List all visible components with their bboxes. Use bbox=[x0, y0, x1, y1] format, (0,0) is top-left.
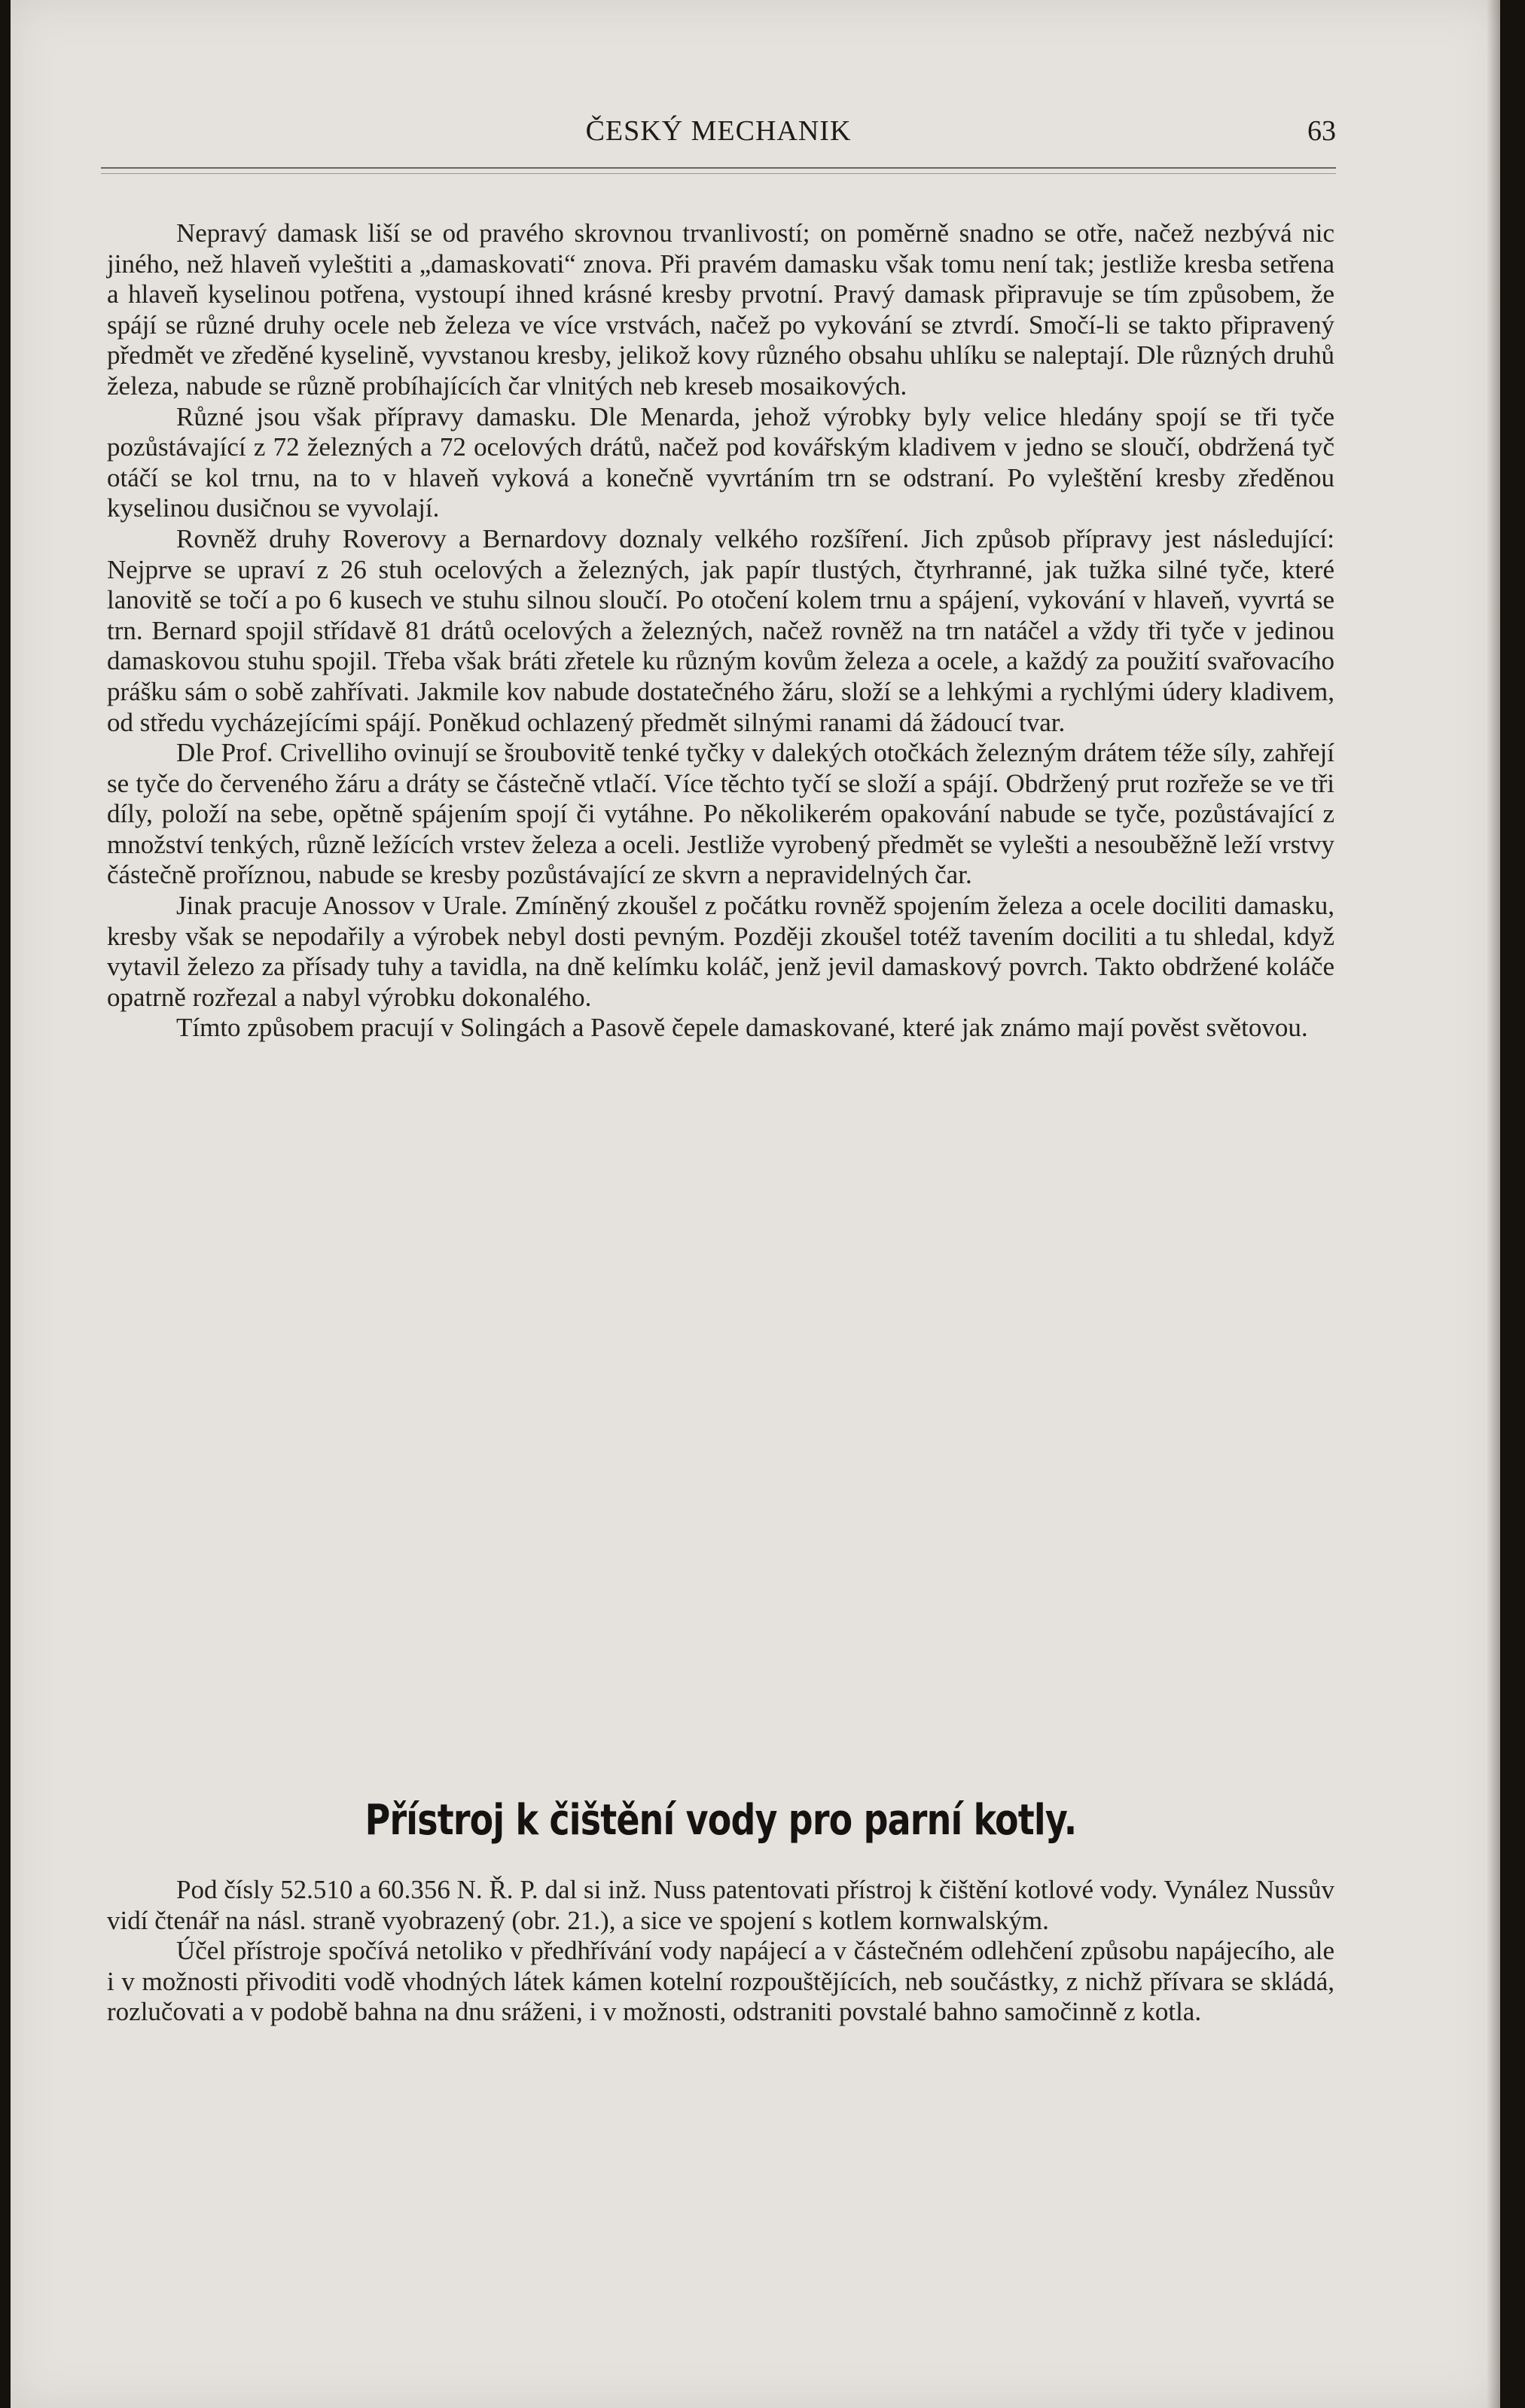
paragraph: Dle Prof. Crivelliho ovinují se šroubovitě tenké tyčky v dalekých otočkách železným drátem téže síly, zahřejí se tyče do červeného žáru a dráty se částečně vtlačí. Více těchto tyčí se složí a spájí. Obdržený prut rozřeže se ve tři díly, položí na sebe, opětně spájením spojí či vytáhne. Po několikerém opakování nabude se tyče, pozůstávající z množství tenkých, různě ležících vrstev železa a oceli. Jestliže vyrobený předmět se vylešti a nesouběžně leží vrstvy částečně proříznou, nabude se kresby pozůstávající ze skvrn a nepravidelných čar. bbox=[107, 738, 1334, 890]
body-text bbox=[107, 218, 1334, 1044]
paragraph: Nepravý damask liší se od pravého skrovnou trvanlivostí; on poměrně snadno se otře, načež nezbývá nic jiného, než hlaveň vyleštiti a „damaskovati“ znova. Při pravém damasku však tomu není tak; jestliže kresba setřena a hlaveň kyselinou potřena, vystoupí ihned krásné kresby prvotní. Pravý damask připravuje se tím způsobem, že spájí se různé druhy ocele neb železa ve více vrstvách, načež po vykování se ztvrdí. Smočí-li se takto připravený předmět ve zředěné kyselině, vyvstanou kresby, jelikož kovy různého obsahu uhlíku se naleptají. Dle různých druhů železa, nabude se různě probíhajících čar vlnitých neb kreseb mosaikových. bbox=[107, 218, 1334, 401]
paragraph: Účel přístroje spočívá netoliko v předhřívání vody napájecí a v částečném odlehčení způsobu napájecího, ale i v možnosti přivoditi vodě vhodných látek kámen kotelní rozpouštějících, neb součástky, z nichž přívara se skládá, rozlučovati a v podobě bahna na dnu sráženi, i v možnosti, odstraniti povstalé bahno samočinně z kotla. bbox=[107, 1936, 1334, 2027]
page-header bbox=[101, 114, 1336, 160]
header-rule-thin bbox=[101, 173, 1336, 174]
page-edge-shadow bbox=[1487, 0, 1500, 2408]
paragraph: Tímto způsobem pracují v Solingách a Pasově čepele damaskované, které jak známo mají pověst světovou. bbox=[176, 1013, 1308, 1043]
running-title: ČESKÝ MECHANIK bbox=[585, 115, 852, 147]
section-text bbox=[107, 1875, 1334, 2028]
header-rule bbox=[101, 167, 1336, 169]
paragraph: Různé jsou však přípravy damasku. Dle Menarda, jehož výrobky byly velice hledány spojí se tři tyče pozůstávající z 72 železných a 72 ocelových drátů, načež pod kovářským kladivem v jedno se sloučí, obdržená tyč otáčí se kol trnu, na to v hlaveň vyková a konečně vyvrtáním trn se odstraní. Po vyleštění kresby zředěnou kyselinou dusičnou se vyvolají. bbox=[107, 401, 1334, 523]
paragraph: Jinak pracuje Anossov v Urale. Zmíněný zkoušel z počátku rovněž spojením železa a ocele dociliti damasku, kresby však se nepodařily a výrobek nebyl dosti pevným. Později zkoušel totéž tavením dociliti a tu shledal, když vytavil železo za přísady tuhy a tavidla, na dně kelímku koláč, jenž jevil damaskový povrch. Takto obdržené koláče opatrně rozřezal a nabyl výrobku dokonalého. bbox=[107, 891, 1334, 1012]
paragraph: Rovněž druhy Roverovy a Bernardovy doznaly velkého rozšíření. Jich způsob přípravy jest následující: Nejprve se upraví z 26 stuh ocelových a železných, jak papír tlustých, čtyrhranné, jak tužka silné tyče, které lanovitě se točí a po 6 kusech ve stuhu silnou sloučí. Po otočení kolem trnu a spájení, vykování v hlaveň, vyvrtá se trn. Bernard spojil střídavě 81 drátů ocelových a železných, načež rovněž na trn natáčel a vždy tři tyče v jedinou damaskovou stuhu spojil. Třeba však bráti zřetele ku různým kovům železa a ocele, a každý za použití svařovacího prášku sám o sobě zahřívati. Jakmile kov nabude dostatečného žáru, složí se a lehkými a rychlými údery kladivem, od středu vycházejícími spájí. Poněkud ochlazený předmět silnými ranami dá žádoucí tvar. bbox=[107, 523, 1334, 737]
paragraph: Pod čísly 52.510 a 60.356 N. Ř. P. dal si inž. Nuss patentovati přístroj k čištění kotlové vody. Vynález Nussův vidí čtenář na násl. straně vyobrazený (obr. 21.), a sice ve spojení s kotlem kornwalským. bbox=[107, 1875, 1334, 1935]
page bbox=[11, 0, 1500, 2408]
page-number: 63 bbox=[1307, 115, 1336, 147]
section-title: Přístroj k čištění vody pro parní kotly. bbox=[364, 1796, 1077, 1845]
